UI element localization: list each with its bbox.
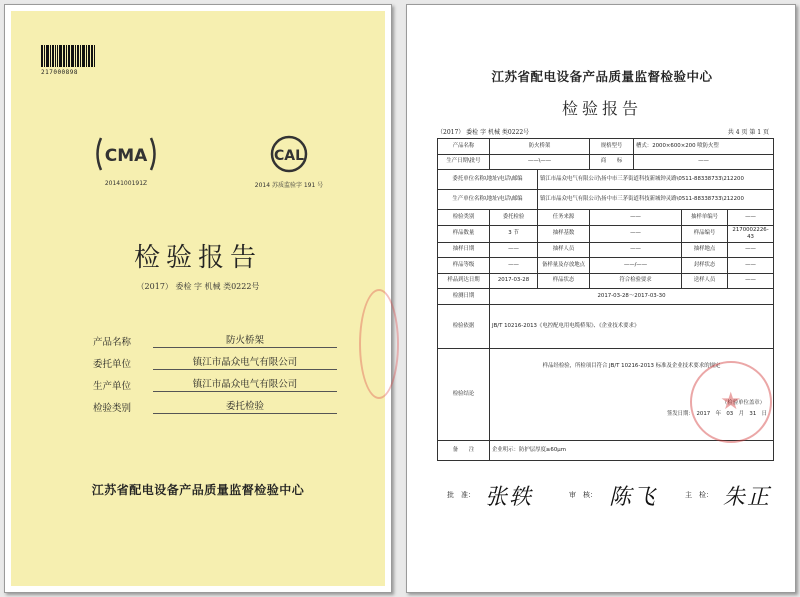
cell-value: ——/—— xyxy=(590,258,682,274)
main-label: 主 检： xyxy=(685,491,713,499)
barcode-bars xyxy=(41,45,105,67)
cell-label: 抽样基数 xyxy=(538,225,590,242)
cover-field-inspection-type xyxy=(93,395,337,417)
cell-label: 抽样日期 xyxy=(438,242,490,258)
cell-value: —— xyxy=(634,154,774,170)
cover-page xyxy=(11,11,385,586)
cell-label: 样品编号 xyxy=(682,225,728,242)
cell-value: 2170002226-43 xyxy=(728,225,774,242)
stamp-note: （检验单位盖章） xyxy=(721,399,766,406)
cell-label: 委托单位名称\地址\电话\邮编 xyxy=(438,170,538,190)
cell-label: 抽样单编号 xyxy=(682,210,728,226)
cell-label: 检验依据 xyxy=(438,304,490,348)
cover-organization: 江苏省配电设备产品质量监督检验中心 xyxy=(91,483,305,497)
cell-value: —— xyxy=(728,210,774,226)
cma-logo-icon xyxy=(93,134,159,174)
table-row xyxy=(438,225,774,242)
cell-label: 检验类别 xyxy=(438,210,490,226)
cell-value: 企业明示：防护层厚度≥60μm xyxy=(490,440,774,460)
report-page-info: 共 4 页 第 1 页 xyxy=(727,129,769,136)
cell-value: 委托检验 xyxy=(490,210,538,226)
table-row xyxy=(438,242,774,258)
review-signature: 陈飞 xyxy=(609,485,658,510)
cell-label: 任务来源 xyxy=(538,210,590,226)
cma-number: 2014100191Z xyxy=(104,180,148,187)
table-row xyxy=(438,154,774,170)
cover-field-client xyxy=(93,351,337,373)
cell-label: 检验结论 xyxy=(438,348,490,440)
cell-label: 生产日期\批号 xyxy=(438,154,490,170)
cover-field-label: 检验类别 xyxy=(93,403,132,414)
cover-report-code: （2017） 委检 字 机械 类0222号 xyxy=(136,282,260,291)
table-row xyxy=(438,210,774,226)
cell-label: 规格型号 xyxy=(590,139,634,155)
table-row xyxy=(438,273,774,289)
barcode xyxy=(41,45,105,79)
approve-signature: 张轶 xyxy=(485,485,534,510)
cover-fields xyxy=(93,329,337,417)
cover-field-value: 镇江市晶众电气有限公司 xyxy=(153,354,337,370)
cell-label: 抽样地点 xyxy=(682,242,728,258)
cma-mark-text: CMA xyxy=(104,146,148,166)
report-organization: 江苏省配电设备产品质量监督检验中心 xyxy=(491,69,713,84)
cover-field-value: 镇江市晶众电气有限公司 xyxy=(153,376,337,392)
cover-field-manufacturer xyxy=(93,373,337,395)
table-row xyxy=(438,139,774,155)
cell-value: 符合检验要求 xyxy=(590,273,682,289)
cover-field-value: 委托检验 xyxy=(153,398,337,414)
cell-label: 封样状态 xyxy=(682,258,728,274)
cell-label: 样品等级 xyxy=(438,258,490,274)
cell-value: —— xyxy=(590,210,682,226)
approve-label: 批 准： xyxy=(447,491,475,499)
cell-value: 槽式：2000×600×200 喷防火塑 xyxy=(634,139,774,155)
cell-label: 备 注 xyxy=(438,440,490,460)
cell-value: 2017-03-28～2017-03-30 xyxy=(490,289,774,305)
cal-certification xyxy=(239,134,339,189)
inspection-seal xyxy=(690,361,772,443)
report-page-frame xyxy=(406,4,796,593)
cell-label: 抽样人员 xyxy=(538,242,590,258)
review-label: 审 核： xyxy=(569,491,597,499)
cover-title: 检验报告 xyxy=(133,243,262,273)
cell-value: 防火桥架 xyxy=(490,139,590,155)
report-title: 检验报告 xyxy=(561,99,642,118)
cell-label: 样品到达日期 xyxy=(438,273,490,289)
table-row xyxy=(438,170,774,190)
cell-label: 备样量及存放地点 xyxy=(538,258,590,274)
cell-label: 产品名称 xyxy=(438,139,490,155)
cell-label: 商 标 xyxy=(590,154,634,170)
cell-value: 3 节 xyxy=(490,225,538,242)
red-seal-edge xyxy=(359,289,399,399)
cal-number: 2014 苏质监验字 191 号 xyxy=(254,182,324,189)
cell-label: 检测日期 xyxy=(438,289,490,305)
cell-value: 镇江市晶众电气有限公司\扬中市三茅街道科技新城钟灵路\0511-88338733\212200 xyxy=(538,170,774,190)
main-signature: 朱正 xyxy=(723,485,772,510)
cell-value: 2017-03-28 xyxy=(490,273,538,289)
cover-field-product xyxy=(93,329,337,351)
barcode-number: 217000898 xyxy=(41,69,79,76)
cell-value: ——\—— xyxy=(490,154,590,170)
cover-field-value: 防火桥架 xyxy=(153,332,337,348)
report-code: （2017） 委检 字 机械 类0222号 xyxy=(437,129,530,136)
cover-field-label: 产品名称 xyxy=(93,337,132,348)
table-row xyxy=(438,258,774,274)
cal-mark-text: CAL xyxy=(273,148,305,164)
cell-value: —— xyxy=(590,225,682,242)
cell-value: 镇江市晶众电气有限公司\扬中市三茅街道科技新城钟灵路\0511-88338733\212200 xyxy=(538,190,774,210)
cell-label: 样品数量 xyxy=(438,225,490,242)
cell-label: 样品状态 xyxy=(538,273,590,289)
conclusion-text: 样品经检验，所检项目符合 JB/T 10216-2013 标准及企业技术要求的规定 xyxy=(542,362,721,369)
cover-page-frame xyxy=(4,4,392,593)
cover-field-label: 生产单位 xyxy=(93,381,132,392)
cal-logo-icon xyxy=(263,134,315,174)
cell-value: —— xyxy=(490,258,538,274)
cell-value: —— xyxy=(728,258,774,274)
cell-value: —— xyxy=(728,273,774,289)
cell-value: JB/T 10216-2013《电控配电用电缆桥架》、《企业技术要求》 xyxy=(490,304,774,348)
cell-value: —— xyxy=(728,242,774,258)
cover-field-label: 委托单位 xyxy=(93,359,132,370)
cell-label: 送样人员 xyxy=(682,273,728,289)
table-row xyxy=(438,289,774,305)
cma-certification xyxy=(81,134,171,187)
issue-date: 签发日期： 2017 年 03 月 31 日 xyxy=(666,410,768,417)
cell-label: 生产单位名称\地址\电话\邮编 xyxy=(438,190,538,210)
cell-value: —— xyxy=(590,242,682,258)
table-row xyxy=(438,190,774,210)
table-row xyxy=(438,440,774,460)
table-row xyxy=(438,304,774,348)
cell-value: —— xyxy=(490,242,538,258)
